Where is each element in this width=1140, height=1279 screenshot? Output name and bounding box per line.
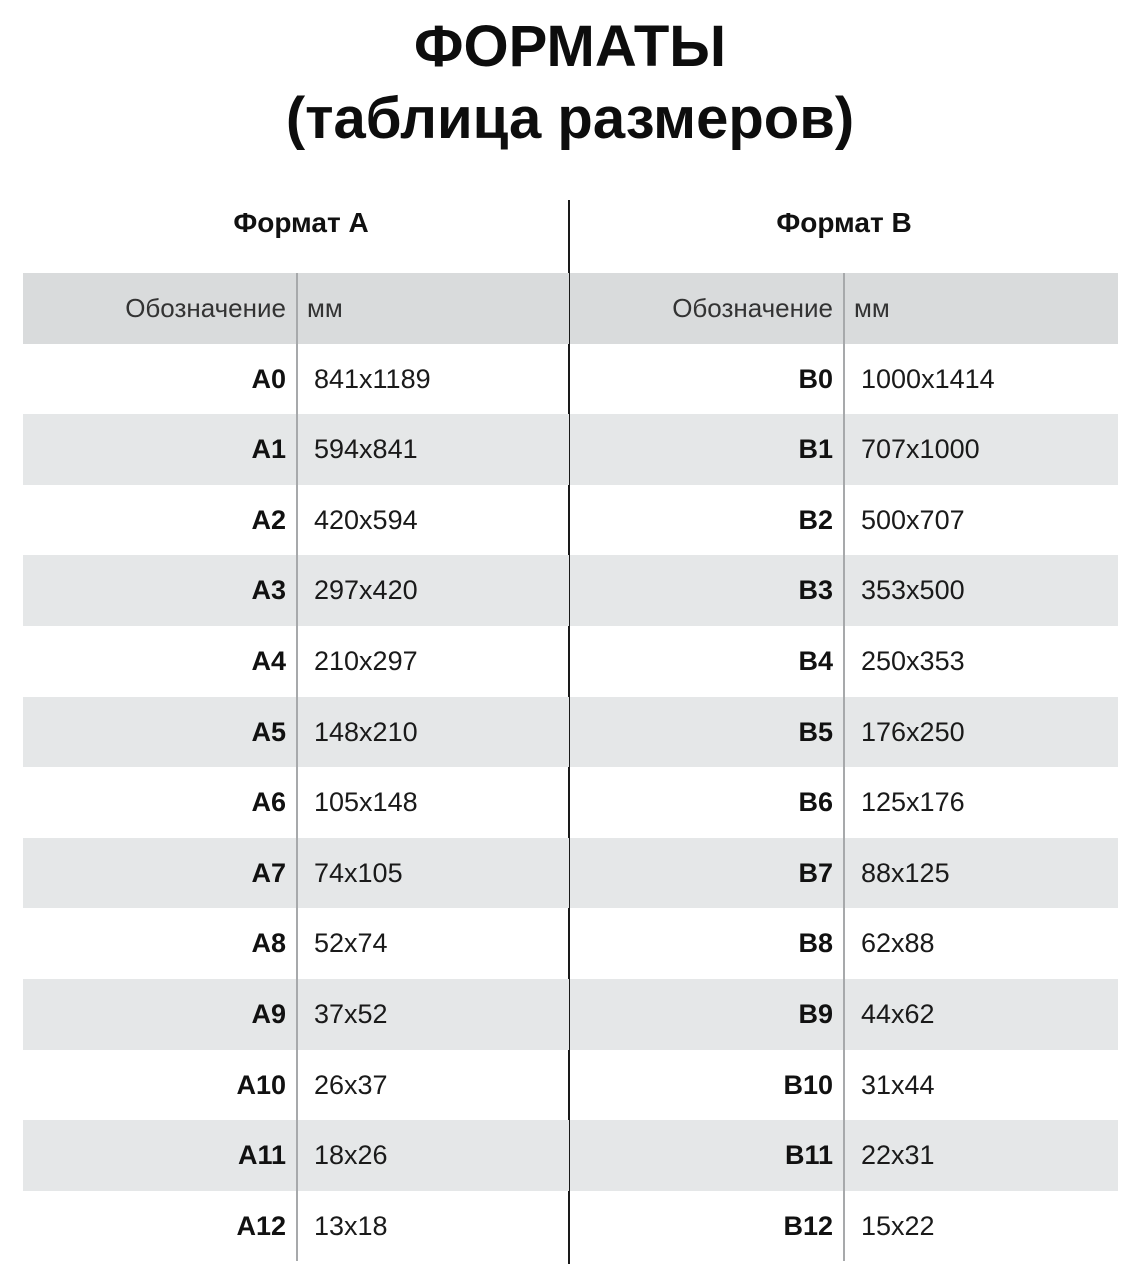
column-divider [843,273,845,1261]
format-size: 210x297 [314,645,418,676]
page-subtitle: (таблица размеров) [285,86,855,151]
header-mm: мм [307,293,343,323]
header-designation: Обозначение [125,293,286,323]
format-designation: В7 [798,857,833,888]
format-designation: А4 [251,645,286,676]
header-designation: Обозначение [672,293,833,323]
format-a-panel [23,0,569,1279]
format-size: 37x52 [314,998,388,1029]
format-designation: В2 [798,504,833,535]
format-designation: А8 [251,928,286,959]
format-designation: А2 [251,504,286,535]
format-size: 420x594 [314,504,418,535]
format-designation: В4 [798,645,833,676]
format-size: 105x148 [314,787,418,818]
format-size: 500x707 [861,504,965,535]
format-designation: А12 [236,1210,286,1241]
format-designation: В0 [798,363,833,394]
format-size: 176x250 [861,716,965,747]
format-size: 22x31 [861,1140,935,1171]
format-designation: В6 [798,787,833,818]
format-designation: А1 [251,434,286,465]
header-mm: мм [854,293,890,323]
format-b-panel [570,0,1118,1279]
format-size: 31x44 [861,1069,935,1100]
format-size: 594x841 [314,434,418,465]
format-designation: А7 [251,857,286,888]
format-designation: А5 [251,716,286,747]
format-size: 26x37 [314,1069,388,1100]
format-designation: А3 [251,575,286,606]
format-size: 74x105 [314,857,403,888]
format-size: 707x1000 [861,434,980,465]
format-designation: В12 [783,1210,833,1241]
format-designation: А10 [236,1069,286,1100]
format-size: 18x26 [314,1140,388,1171]
format-designation: А6 [251,787,286,818]
format-designation: А9 [251,998,286,1029]
format-designation: В9 [798,998,833,1029]
format-designation: А0 [251,363,286,394]
format-size: 13x18 [314,1210,388,1241]
format-size: 353x500 [861,575,965,606]
format-size: 52x74 [314,928,388,959]
format-size: 15x22 [861,1210,935,1241]
format-size: 88x125 [861,857,950,888]
format-a-title: Формат А [233,207,369,238]
format-size: 297x420 [314,575,418,606]
format-size: 148x210 [314,716,418,747]
page-title: ФОРМАТЫ [413,14,727,79]
format-designation: В5 [798,716,833,747]
format-size: 44x62 [861,998,935,1029]
format-designation: В10 [783,1069,833,1100]
format-designation: В3 [798,575,833,606]
column-divider [296,273,298,1261]
format-b-title: Формат В [776,207,912,238]
format-size: 841x1189 [314,363,431,394]
format-designation: А11 [237,1140,286,1171]
format-size: 1000x1414 [861,363,995,394]
format-designation: В11 [784,1140,833,1171]
format-size: 62x88 [861,928,935,959]
format-size: 250x353 [861,645,965,676]
format-size: 125x176 [861,787,965,818]
format-designation: В1 [798,434,833,465]
format-designation: В8 [798,928,833,959]
